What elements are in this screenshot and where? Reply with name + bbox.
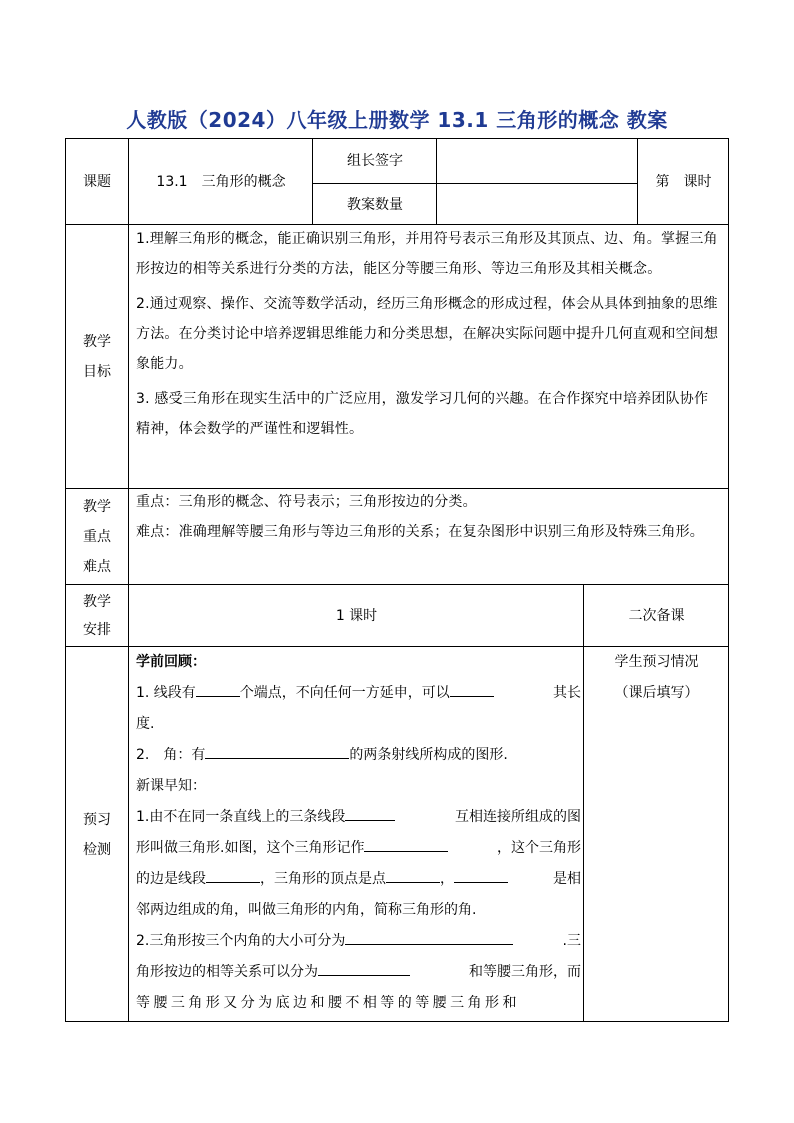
preview-label [65, 647, 129, 1022]
keypoints-content [136, 489, 722, 585]
second-prep-label: 二次备课 [628, 608, 685, 624]
new-question-2-line-2 [136, 957, 581, 988]
goals-label-line-2: 目标 [83, 364, 111, 380]
n1-text-b: 互相连接所组成的图 [455, 809, 581, 825]
review-question-2 [136, 740, 581, 771]
n1-text-e: 的边是线段 [136, 871, 206, 887]
q1-blank-1[interactable] [196, 682, 240, 697]
keypoints-label-line-3: 难点 [83, 559, 111, 575]
q1-text-a: 1. 线段有 [136, 685, 196, 701]
goals-content [136, 225, 722, 489]
new-question-1-line-4: 邻两边组成的角，叫做三角形的内角，简称三角形的角. [136, 902, 477, 918]
n1-blank-5[interactable] [454, 868, 508, 883]
new-question-1-line-2 [136, 833, 581, 864]
q2-text-b: 的两条射线所构成的图形. [349, 747, 508, 763]
lesson-hours: 1 课时 [335, 608, 378, 624]
leader-sign-label: 组长签字 [347, 153, 403, 169]
goal-paragraph-2: 2.通过观察、操作、交流等数学活动，经历三角形概念的形成过程，体会从具体到抽象的思维方法。在分类讨论中培养逻辑思维能力和分类思想，在解决实际问题中提升几何直观和空间想象能力。 [136, 296, 719, 372]
n1-blank-3[interactable] [206, 868, 260, 883]
preview-content [136, 647, 581, 1019]
q1-text-c: 其长 [553, 685, 581, 701]
keypoints-label-line-2: 重点 [83, 529, 111, 545]
n1-text-g: ， [440, 871, 454, 887]
n2-blank-1[interactable] [345, 930, 513, 945]
preview-label-line-1: 预习 [83, 811, 111, 828]
important-points: 重点：三角形的概念、符号表示；三角形按边的分类。 [136, 494, 477, 510]
lesson-number: 第 课时 [655, 173, 712, 190]
lesson-plan-table [65, 138, 729, 1022]
n2-text-b: .三 [562, 933, 581, 949]
difficult-points: 难点：准确理解等腰三角形与等边三角形的关系；在复杂图形中识别三角形及特殊三角形。 [136, 524, 704, 540]
document-title: 人教版（2024）八年级上册数学 13.1 三角形的概念 教案 [126, 108, 668, 132]
n1-blank-1[interactable] [345, 806, 395, 821]
arrangement-label-line-2: 安排 [83, 622, 111, 638]
plan-count-label: 教案数量 [347, 196, 403, 213]
goals-label [65, 225, 129, 489]
n2-text-c: 角形按边的相等关系可以分为 [136, 964, 318, 980]
goal-paragraph-1: 1.理解三角形的概念，能正确识别三角形，并用符号表示三角形及其顶点、边、角。掌握三角形按边的相等关系进行分类的方法，能区分等腰三角形、等边三角形及其相关概念。 [136, 231, 718, 277]
new-lesson-heading: 新课早知： [136, 778, 206, 794]
q2-text-a: 2. 角：有 [136, 747, 206, 763]
n1-text-d: ，这个三角形 [497, 840, 581, 856]
review-question-1-cont: 度. [136, 716, 155, 732]
keypoints-label-line-1: 教学 [83, 499, 111, 515]
n1-blank-2[interactable] [364, 837, 448, 852]
plan-count-field[interactable] [437, 184, 637, 225]
new-question-2-line-3: 等 腰 三 角 形 又 分 为 底 边 和 腰 不 相 等 的 等 腰 三 角 形 和 [136, 995, 516, 1011]
fill-after-class-note: （课后填写） [614, 685, 699, 701]
q1-blank-2[interactable] [450, 682, 494, 697]
n1-blank-4[interactable] [386, 868, 440, 883]
student-preview-status: 学生预习情况 [614, 654, 699, 670]
keypoints-label [65, 489, 129, 585]
n2-text-a: 2.三角形按三个内角的大小可分为 [136, 933, 346, 949]
n1-text-h: 是相 [553, 871, 581, 887]
review-question-1 [136, 678, 581, 709]
n2-text-d: 和等腰三角形，而 [469, 964, 581, 980]
goals-label-line-1: 教学 [83, 334, 111, 350]
goal-paragraph-3: 3. 感受三角形在现实生活中的广泛应用，激发学习几何的兴趣。在合作探究中培养团队协作精神，体会数学的严谨性和逻辑性。 [136, 391, 709, 437]
q1-text-b: 个端点，不向任何一方延申，可以 [239, 685, 450, 701]
n1-text-a: 1.由不在同一条直线上的三条线段 [136, 809, 346, 825]
new-question-1-line-3 [136, 864, 581, 895]
q2-blank[interactable] [205, 744, 349, 759]
leader-sign-field[interactable] [437, 138, 637, 184]
preview-side-notes [584, 647, 729, 1022]
topic-label: 课题 [83, 173, 111, 190]
topic-value: 13.1 三角形的概念 [156, 173, 286, 190]
arrangement-label [65, 585, 129, 647]
n1-text-c: 形叫做三角形.如图，这个三角形记作 [136, 840, 365, 856]
n2-blank-2[interactable] [318, 961, 410, 976]
review-heading: 学前回顾： [136, 654, 206, 670]
n1-text-f: ，三角形的顶点是点 [260, 871, 386, 887]
preview-label-line-2: 检测 [83, 841, 111, 858]
new-question-2-line-1 [136, 926, 581, 957]
arrangement-label-line-1: 教学 [83, 594, 111, 610]
new-question-1-line-1 [136, 802, 581, 833]
